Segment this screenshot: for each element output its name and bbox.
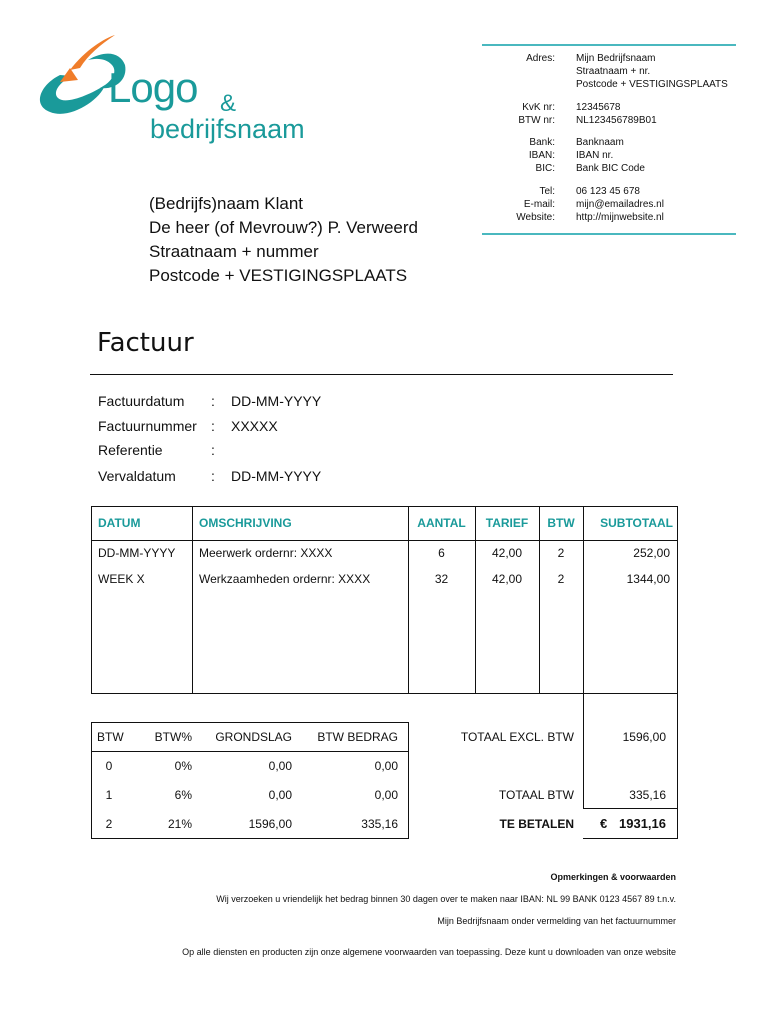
table-row-2-omschrijving: Werkzaamheden ordernr: XXXX bbox=[199, 572, 371, 586]
btw-row-3-code: 2 bbox=[105, 817, 113, 831]
header-omschrijving: OMSCHRIJVING bbox=[199, 516, 292, 530]
header-tarief: TARIEF bbox=[485, 516, 529, 530]
btw-row-3-bedrag: 335,16 bbox=[361, 817, 398, 831]
btw-row-2-code: 1 bbox=[105, 788, 113, 802]
btw-row-3-percent: 21% bbox=[167, 817, 192, 831]
logo-company-name: bedrijfsnaam bbox=[150, 114, 305, 144]
table-row-1-subtotaal: 252,00 bbox=[633, 546, 670, 560]
footer-reference-line: Mijn Bedrijfsnaam onder vermelding van het factuurnummer bbox=[437, 916, 676, 926]
table-row-2-datum: WEEK X bbox=[98, 572, 145, 586]
logo-ampersand: & bbox=[220, 90, 237, 117]
btw-header-bedrag: BTW BEDRAG bbox=[317, 730, 398, 744]
divider-bottom bbox=[482, 233, 736, 235]
btw-row-1-grondslag: 0,00 bbox=[268, 759, 292, 773]
btw-row-1-bedrag: 0,00 bbox=[374, 759, 398, 773]
title-divider bbox=[90, 374, 673, 375]
table-row-2-aantal: 32 bbox=[434, 572, 449, 586]
btw-row-3-grondslag: 1596,00 bbox=[248, 817, 292, 831]
logo-word: Logo bbox=[108, 64, 198, 111]
total-excl-value: 1596,00 bbox=[622, 730, 666, 744]
header-aantal: AANTAL bbox=[417, 516, 466, 530]
page-title: Factuur bbox=[97, 328, 194, 358]
footer-payment-line: Wij verzoeken u vriendelijk het bedrag binnen 30 dagen over te maken naar IBAN: NL 99 BANK 0123 4567 89 t.n.v. bbox=[216, 894, 676, 904]
client-contact: De heer (of Mevrouw?) P. Verweerd bbox=[149, 218, 418, 237]
items-table bbox=[91, 506, 678, 694]
header-datum: DATUM bbox=[98, 516, 141, 530]
btw-row-2-bedrag: 0,00 bbox=[374, 788, 398, 802]
total-pay-value: 1931,16 bbox=[619, 816, 666, 831]
btw-header-grondslag: GRONDSLAG bbox=[215, 730, 292, 744]
divider-top bbox=[482, 44, 736, 46]
client-address bbox=[149, 192, 418, 288]
table-row-1-omschrijving: Meerwerk ordernr: XXXX bbox=[199, 546, 333, 560]
footer-heading: Opmerkingen & voorwaarden bbox=[550, 872, 676, 882]
company-logo bbox=[30, 30, 350, 150]
btw-row-1-code: 0 bbox=[105, 759, 113, 773]
header-subtotaal: SUBTOTAAL bbox=[600, 516, 673, 530]
table-row-1-tarief: 42,00 bbox=[491, 546, 523, 560]
total-btw-value: 335,16 bbox=[629, 788, 666, 802]
table-row-2-tarief: 42,00 bbox=[491, 572, 523, 586]
header-btw: BTW bbox=[547, 516, 575, 530]
table-row-2-btw: 2 bbox=[557, 572, 565, 586]
table-row-2-subtotaal: 1344,00 bbox=[626, 572, 670, 586]
euro-sign: € bbox=[600, 816, 608, 831]
client-city: Postcode + VESTIGINGSPLAATS bbox=[149, 266, 408, 285]
table-row-1-datum: DD-MM-YYYY bbox=[98, 546, 176, 560]
table-row-1-btw: 2 bbox=[557, 546, 565, 560]
footer-terms-line: Op alle diensten en producten zijn onze algemene voorwaarden van toepassing. Deze kunt u downloaden van onze website bbox=[182, 947, 676, 957]
total-excl-label: TOTAAL EXCL. BTW bbox=[460, 730, 574, 744]
client-name: (Bedrijfs)naam Klant bbox=[149, 194, 304, 213]
total-pay-label: TE BETALEN bbox=[499, 817, 574, 831]
table-row-1-aantal: 6 bbox=[438, 546, 445, 560]
btw-row-2-grondslag: 0,00 bbox=[268, 788, 292, 802]
client-street: Straatnaam + nummer bbox=[149, 242, 319, 261]
btw-row-1-percent: 0% bbox=[174, 759, 192, 773]
btw-header-percent: BTW% bbox=[154, 730, 192, 744]
btw-header-btw: BTW bbox=[97, 730, 124, 744]
total-btw-label: TOTAAL BTW bbox=[498, 788, 574, 802]
btw-row-2-percent: 6% bbox=[174, 788, 192, 802]
